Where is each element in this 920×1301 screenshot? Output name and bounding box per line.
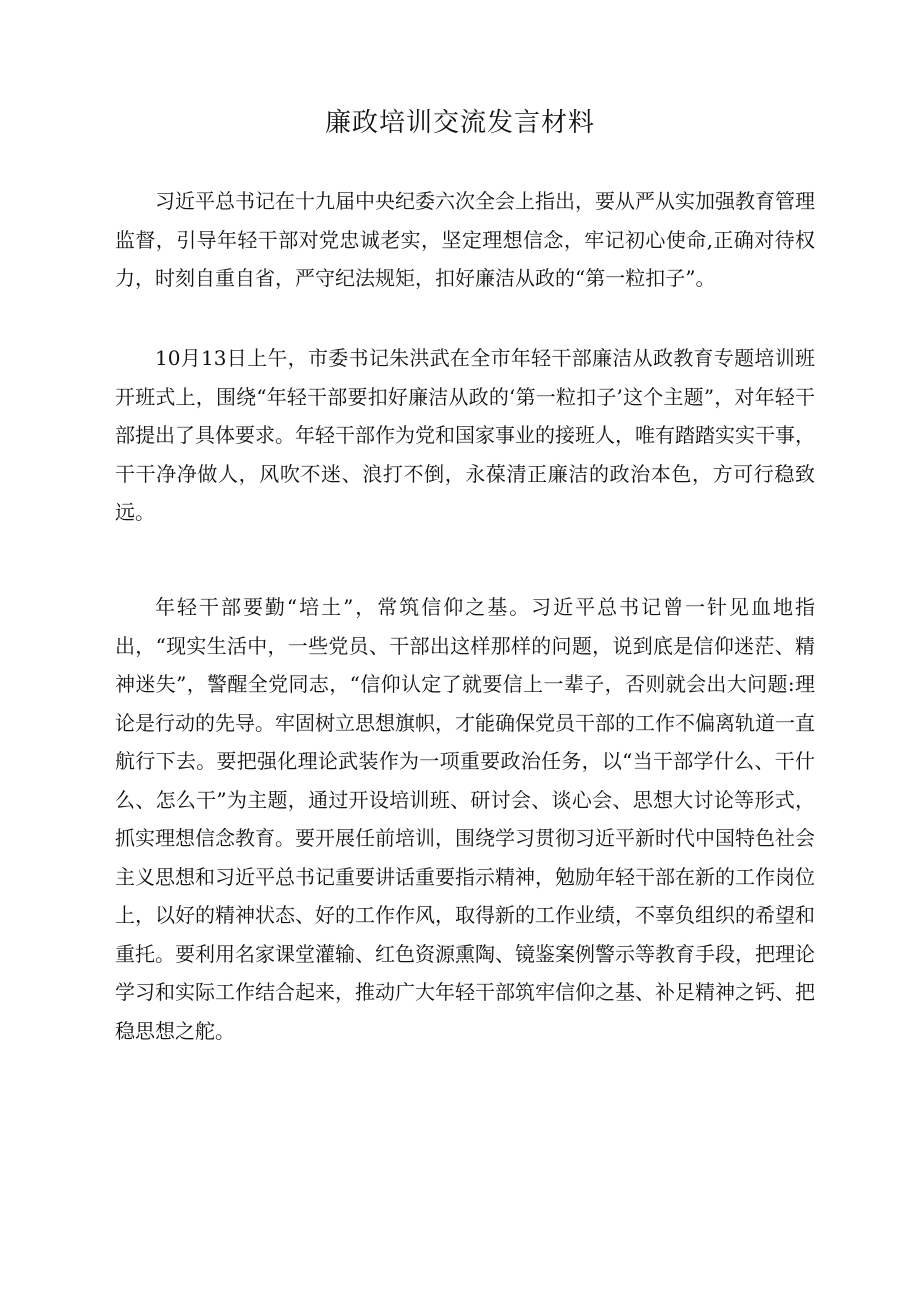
paragraph-2: 10月13日上午，市委书记朱洪武在全市年轻干部廉洁从政教育专题培训班开班式上，围绕“年轻干部要扣好廉洁从政的‘第一粒扣子’这个主题”，对年轻干部提出了具体要求。年轻干部作为党和国家事业的接班人，唯有踏踏实实干事，干干净净做人，风吹不迷、浪打不倒，永葆清正廉洁的政治本色，方可行稳致远。 bbox=[115, 346, 815, 524]
paragraph-3: 年轻干部要勤“培土”，常筑信仰之基。习近平总书记曾一针见血地指出，“现实生活中，一些党员、干部出这样那样的问题，说到底是信仰迷茫、精神迷失”，警醒全党同志，“信仰认定了就要信上一辈子，否则就会出大问题:理论是行动的先导。牢固树立思想旗帜，才能确保党员干部的工作不偏离轨道一直航行下去。要把强化理论武装作为一项重要政治任务，以“当干部学什么、干什么、怎么干”为主题，通过开设培训班、研讨会、谈心会、思想大讨论等形式，抓实理想信念教育。要开展任前培训，围绕学习贯彻习近平新时代中国特色社会主义思想和习近平总书记重要讲话重要指示精神，勉励年轻干部在新的工作岗位上，以好的精神状态、好的工作作风，取得新的工作业绩，不辜负组织的希望和重托。要利用名家课堂灌输、红色资源熏陶、镜鉴案例警示等教育手段，把理论学习和实际工作结合起来，推动广大年轻干部筑牢信仰之基、补足精神之钙、把稳思想之舵。 bbox=[115, 595, 815, 1043]
paragraph-1: 习近平总书记在十九届中央纪委六次全会上指出，要从严从实加强教育管理监督，引导年轻干部对党忠诚老实，坚定理想信念，牢记初心使命,正确对待权力，时刻自重自省，严守纪法规矩，扣好廉洁从政的“第一粒扣子”。 bbox=[115, 189, 815, 290]
document-title: 廉政培训交流发言材料 bbox=[324, 108, 595, 138]
